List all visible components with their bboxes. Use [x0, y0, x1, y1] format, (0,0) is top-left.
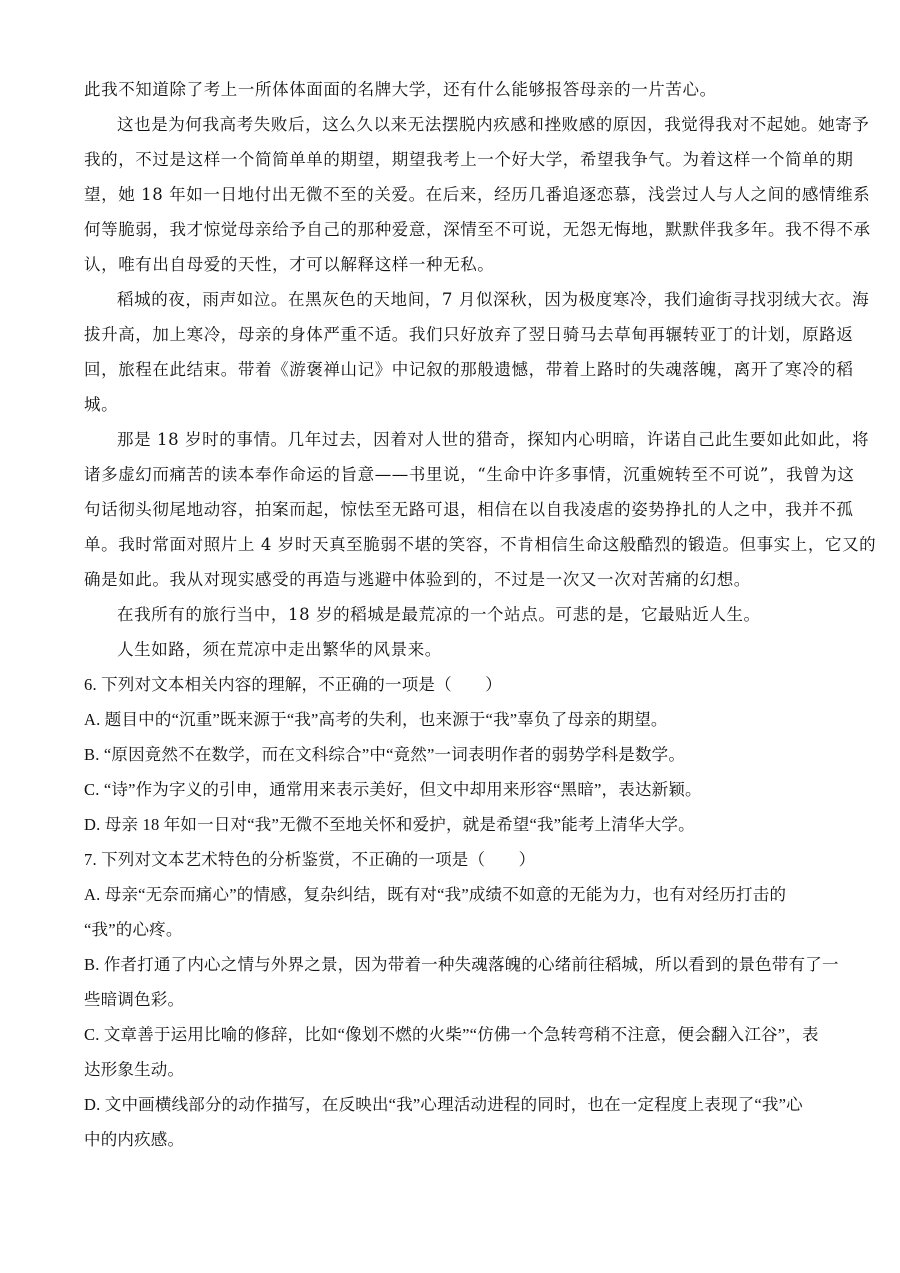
passage-line: 诸多虚幻而痛苦的读本奉作命运的旨意——书里说，“生命中许多事情，沉重婉转至不可说”，我曾为这 — [84, 465, 855, 484]
passage-line: 城。 — [84, 395, 119, 414]
document-page — [84, 72, 877, 1157]
passage-line: 此我不知道除了考上一所体体面面的名牌大学，还有什么能够报答母亲的一片苦心。 — [84, 80, 717, 99]
question-6-stem: 6. 下列对文本相关内容的理解，不正确的一项是（ ） — [84, 675, 502, 694]
passage-line: 稻城的夜，雨声如泣。在黑灰色的天地间，7 月似深秋，因为极度寒冷，我们逾街寻找羽绒大衣。海 — [117, 290, 870, 309]
passage-line: 拔升高，加上寒冷，母亲的身体严重不适。我们只好放弃了翌日骑马去草甸再辗转亚丁的计划，原路返 — [84, 325, 854, 344]
passage-line: 单。我时常面对照片上 4 岁时天真至脆弱不堪的笑容，不肯相信生命这般酷烈的锻造。但事实上，它又的 — [84, 535, 877, 554]
passage-line: 人生如路，须在荒凉中走出繁华的风景来。 — [117, 640, 442, 659]
passage-line: 在我所有的旅行当中，18 岁的稻城是最荒凉的一个站点。可悲的是，它最贴近人生。 — [117, 605, 761, 624]
passage-line: 那是 18 岁时的事情。几年过去，因着对人世的猎奇，探知内心明暗，许诺自己此生要如此如此，将 — [117, 430, 870, 449]
passage-line: 确是如此。我从对现实感受的再造与逃避中体验到的，不过是一次又一次对苦痛的幻想。 — [84, 570, 751, 589]
question-7-option-c: C. 文章善于运用比喻的修辞，比如“像划不燃的火柴”“仿佛一个急转弯稍不注意，便会翻入江谷”，表 — [84, 1025, 819, 1044]
question-6-option-c: C. “诗”作为字义的引申，通常用来表示美好，但文中却用来形容“黑暗”，表达新颖。 — [84, 780, 702, 799]
question-7-stem: 7. 下列对文本艺术特色的分析鉴赏，不正确的一项是（ ） — [84, 850, 536, 869]
question-7-option-b: B. 作者打通了内心之情与外界之景，因为带着一种失魂落魄的心绪前往稻城，所以看到的景色带有了一 — [84, 955, 839, 974]
passage-line: 回，旅程在此结束。带着《游褒禅山记》中记叙的那般遗憾，带着上路时的失魂落魄，离开了寒冷的稻 — [84, 360, 854, 379]
question-6-option-a: A. 题目中的“沉重”既来源于“我”高考的失利，也来源于“我”辜负了母亲的期望。 — [84, 710, 668, 729]
question-7-option-d-cont: 中的内疚感。 — [84, 1130, 185, 1149]
passage-line: 这也是为何我高考失败后，这么久以来无法摆脱内疚感和挫败感的原因，我觉得我对不起她。她寄予 — [117, 115, 870, 134]
passage-line: 望，她 18 年如一日地付出无微不至的关爱。在后来，经历几番追逐恋慕，浅尝过人与人之间的感情维系 — [84, 185, 871, 204]
question-7-option-d: D. 文中画横线部分的动作描写，在反映出“我”心理活动进程的同时，也在一定程度上表现了“我”心 — [84, 1095, 803, 1114]
question-7-option-c-cont: 达形象生动。 — [84, 1060, 185, 1079]
question-6-option-d: D. 母亲 18 年如一日对“我”无微不至地关怀和爱护，就是希望“我”能考上清华大学。 — [84, 815, 695, 834]
passage-line: 何等脆弱，我才惊觉母亲给予自己的那种爱意，深情至不可说，无怨无悔地，默默伴我多年。我不得不承 — [84, 220, 871, 239]
question-6-option-b: B. “原因竟然不在数学，而在文科综合”中“竟然”一词表明作者的弱势学科是数学。 — [84, 745, 686, 764]
question-7-option-a-cont: “我”的心疼。 — [84, 920, 183, 939]
passage-line: 我的，不过是这样一个简简单单的期望，期望我考上一个好大学，希望我争气。为着这样一个简单的期 — [84, 150, 854, 169]
question-7-option-b-cont: 些暗调色彩。 — [84, 990, 185, 1009]
passage-line: 句话彻头彻尾地动容，拍案而起，惊怯至无路可退，相信在以自我凌虐的姿势挣扎的人之中，我并不孤 — [84, 500, 854, 519]
question-7-option-a: A. 母亲“无奈而痛心”的情感，复杂纠结，既有对“我”成绩不如意的无能为力，也有对经历打击的 — [84, 885, 787, 904]
passage-line: 认，唯有出自母爱的天性，才可以解释这样一种无私。 — [84, 255, 495, 274]
